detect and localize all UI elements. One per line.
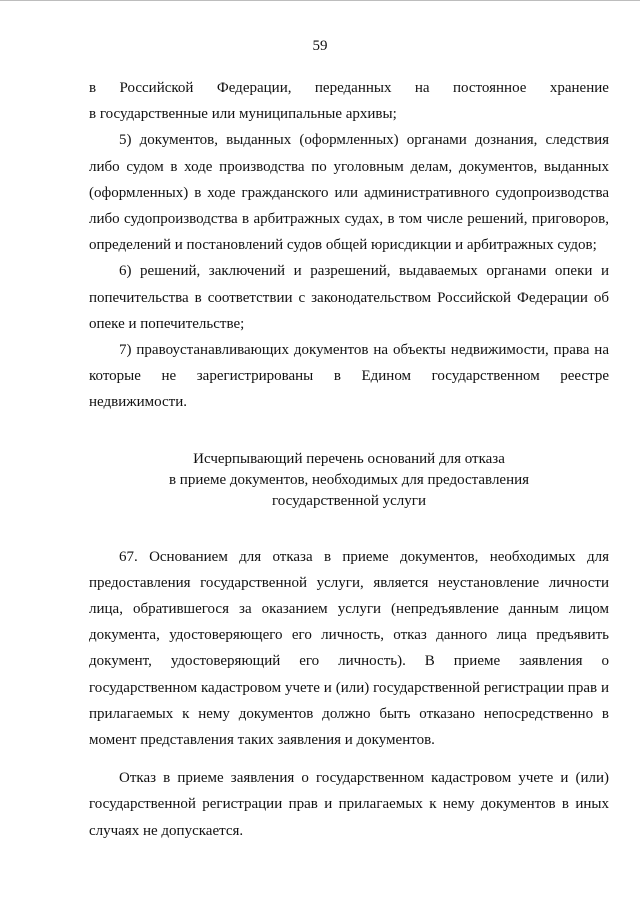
section-heading-line: государственной услуги xyxy=(272,492,426,509)
word: хранение xyxy=(549,80,609,96)
word: на xyxy=(414,80,430,96)
paragraph-continuation-line1 xyxy=(89,75,609,101)
list-item-7: 7) правоустанавливающих документов на объекты недвижимости, права на которые не зарегистрированы в Едином государственном реестре недвижимости. xyxy=(89,342,609,411)
document-body xyxy=(89,75,609,844)
paragraph-refusal: Отказ в приеме заявления о государственном кадастровом учете и (или) государственной регистрации прав и прилагаемых к нему документов в иных случаях не допускается. xyxy=(89,770,609,839)
word: в xyxy=(89,80,97,96)
word: постоянное xyxy=(453,80,527,96)
section-heading xyxy=(89,449,609,512)
section-heading-line: Исчерпывающий перечень оснований для отказа xyxy=(193,450,505,467)
top-rule xyxy=(0,0,640,1)
paragraph-67: 67. Основанием для отказа в приеме документов, необходимых для предоставления государственной услуги, является неустановление личности лица, обратившегося за оказанием услуги (непредъявление данным лицом документа, удостоверяющего его личность, отказ данного лица предъявить документ, удостоверяющий его личность). В приеме заявления о государственном кадастровом учете и (или) государственной регистрации прав и прилагаемых к нему документов должно быть отказано непосредственно в момент представления таких заявления и документов. xyxy=(89,548,609,749)
section-heading-line: в приеме документов, необходимых для предоставления xyxy=(168,471,530,488)
word: Российской xyxy=(119,80,194,96)
list-item-5: 5) документов, выданных (оформленных) органами дознания, следствия либо судом в ходе производства по уголовным делам, документов, выданных (оформленных) в ходе гражданского или административного судопроизводства либо судопроизводства в арбитражных судах, в том числе решений, приговоров, определений и постановлений судов общей юрисдикции и арбитражных судов; xyxy=(89,132,609,254)
page-number: 59 xyxy=(312,38,328,54)
list-item-6: 6) решений, заключений и разрешений, выдаваемых органами опеки и попечительства в соответствии с законодательством Российской Федерации об опеке и попечительстве; xyxy=(89,263,609,332)
word: переданных xyxy=(314,80,392,96)
paragraph-continuation-rest: в государственные или муниципальные архивы; xyxy=(89,106,397,123)
word: Федерации, xyxy=(216,80,292,96)
